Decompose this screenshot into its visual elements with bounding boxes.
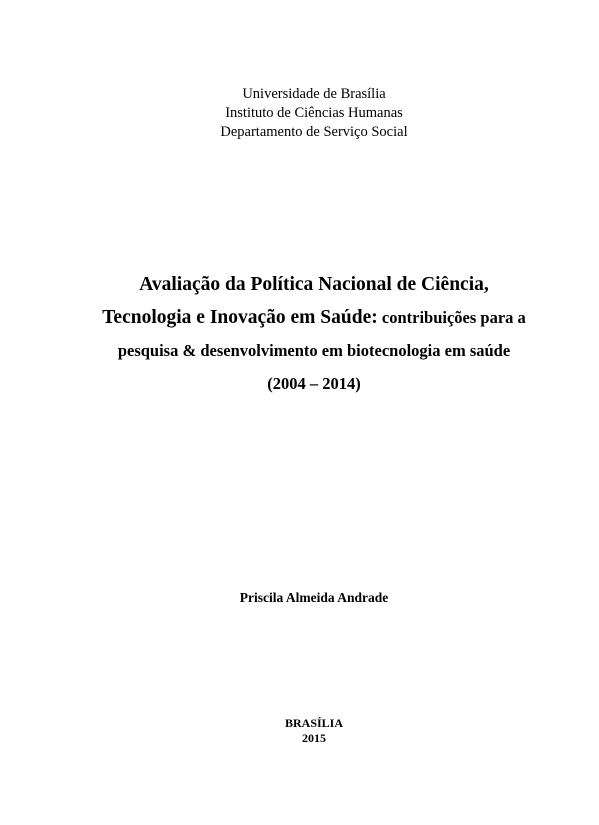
university-name: Universidade de Brasília — [242, 86, 386, 102]
department-name: Departamento de Serviço Social — [220, 124, 408, 140]
title-period: (2004 – 2014) — [267, 374, 361, 393]
title-line-3: pesquisa & desenvolvimento em biotecnologia em saúde — [117, 341, 511, 360]
title-line-2 — [0, 301, 599, 334]
title-line-1: Avaliação da Política Nacional de Ciência, — [139, 274, 489, 295]
document-title — [0, 268, 599, 400]
institute-name: Instituto de Ciências Humanas — [225, 105, 403, 121]
institution-header — [0, 85, 599, 142]
footer — [0, 716, 599, 746]
title-line-2-subtitle: contribuições para a — [377, 308, 526, 327]
footer-year: 2015 — [302, 731, 326, 745]
footer-city: BRASÍLIA — [284, 716, 344, 730]
author-name: Priscila Almeida Andrade — [239, 590, 389, 605]
title-line-2-main: Tecnologia e Inovação em Saúde: — [102, 307, 378, 328]
